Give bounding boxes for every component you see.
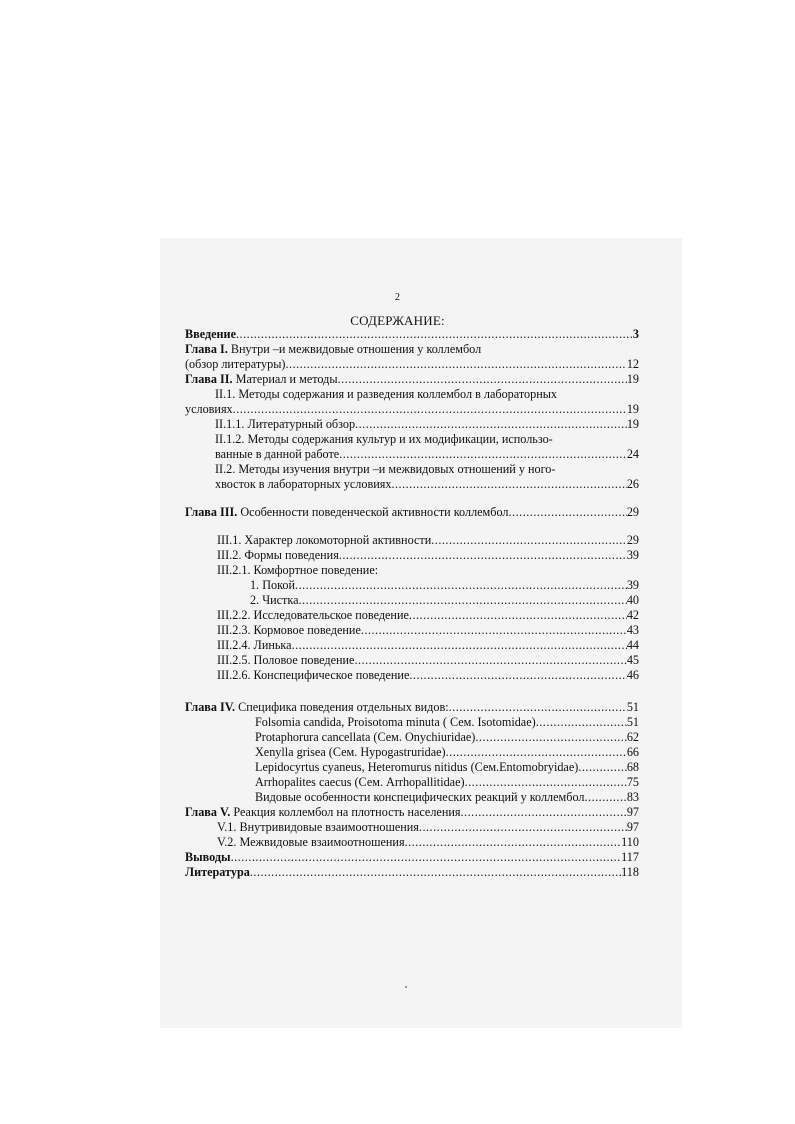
toc-label: ванные в данной работе xyxy=(215,447,340,461)
toc-page: 19 xyxy=(626,372,639,386)
toc-label: Видовые особенности конспецифических реакций у коллембол xyxy=(255,790,585,804)
toc-page: 39 xyxy=(626,548,639,562)
toc-entry-3-2-1-1[interactable] xyxy=(185,578,639,593)
toc-page: 19 xyxy=(626,402,639,416)
chapter-number: Глава II. xyxy=(185,372,233,386)
leader-dots xyxy=(391,477,626,492)
spacer xyxy=(185,520,639,533)
toc-page: 51 xyxy=(626,715,639,729)
toc-label xyxy=(185,372,338,387)
leader-dots xyxy=(465,775,627,790)
leader-dots xyxy=(233,402,627,417)
toc-label: хвосток в лабораторных условиях xyxy=(215,477,392,491)
toc-label: (обзор литературы) xyxy=(185,357,286,371)
toc-page: 62 xyxy=(626,730,639,744)
chapter-title: Материал и методы xyxy=(232,372,338,386)
leader-dots xyxy=(285,357,626,372)
toc-page: 46 xyxy=(626,668,639,682)
toc-entry-3-2-5[interactable] xyxy=(185,653,639,668)
toc-label: V.1. Внутривидовые взаимоотношения xyxy=(217,820,419,834)
toc-label: II.2. Методы изучения внутри –и межвидовых отношений у ного- xyxy=(215,462,556,476)
leader-dots xyxy=(355,417,627,432)
toc-entry-species-6[interactable] xyxy=(185,790,639,805)
toc-page: 24 xyxy=(626,447,639,461)
toc-entry-2-1-cont[interactable] xyxy=(185,402,639,417)
leader-dots xyxy=(231,850,622,865)
toc-label: V.2. Межвидовые взаимоотношения xyxy=(217,835,405,849)
toc-entry-3-2-2[interactable] xyxy=(185,608,639,623)
toc-entry-2-2[interactable] xyxy=(185,462,639,477)
leader-dots xyxy=(509,505,627,520)
toc-page: 68 xyxy=(626,760,639,774)
toc-entry-chapter-5[interactable] xyxy=(185,805,639,820)
chapter-title: Специфика поведения отдельных видов: xyxy=(235,700,449,714)
toc-page: 39 xyxy=(626,578,639,592)
toc-label: Литература xyxy=(185,865,250,879)
chapter-number: Глава I. xyxy=(185,342,228,356)
toc-entry-3-2-1-2[interactable] xyxy=(185,593,639,608)
toc-label: III.2. Формы поведения xyxy=(217,548,339,562)
toc-page: 97 xyxy=(626,820,639,834)
toc-label xyxy=(185,805,461,820)
leader-dots xyxy=(338,372,627,387)
toc-label: II.1. Методы содержания и разведения коллембол в лабораторных xyxy=(215,387,558,401)
toc-page: 75 xyxy=(626,775,639,789)
toc-page: 44 xyxy=(626,638,639,652)
toc-entry-intro[interactable] xyxy=(185,327,639,342)
leader-dots xyxy=(361,623,627,638)
leader-dots xyxy=(339,548,627,563)
table-of-contents xyxy=(185,327,639,880)
leader-dots xyxy=(446,745,627,760)
toc-entry-2-2-cont[interactable] xyxy=(185,477,639,492)
toc-page: 43 xyxy=(626,623,639,637)
leader-dots xyxy=(299,593,627,608)
toc-label: 1. Покой xyxy=(250,578,296,592)
leader-dots xyxy=(236,327,633,342)
toc-entry-2-1[interactable] xyxy=(185,387,639,402)
chapter-title: Реакция коллембол на плотность населения xyxy=(230,805,461,819)
toc-label: Protaphorura cancellata (Сем. Onychiuridae) xyxy=(255,730,476,744)
toc-entry-3-2-6[interactable] xyxy=(185,668,639,683)
leader-dots xyxy=(584,790,626,805)
leader-dots xyxy=(461,805,627,820)
leader-dots xyxy=(405,835,622,850)
toc-label: Xenylla grisea (Сем. Hypogastruridae) xyxy=(255,745,446,759)
leader-dots xyxy=(292,638,627,653)
toc-label: Введение xyxy=(185,327,236,341)
toc-entry-3-2-1[interactable] xyxy=(185,563,639,578)
chapter-number: Глава IV. xyxy=(185,700,236,714)
toc-label: III.2.3. Кормовое поведение xyxy=(217,623,361,637)
toc-label: Lepidocyrtus cyaneus, Heteromurus nitidus (Сем.Entomobryidae) xyxy=(255,760,579,774)
toc-entry-chapter-1-cont[interactable] xyxy=(185,357,639,372)
toc-page: 66 xyxy=(626,745,639,759)
toc-entry-species-3[interactable] xyxy=(185,745,639,760)
toc-label: III.2.5. Половое поведение xyxy=(217,653,355,667)
page-number: 2 xyxy=(395,292,400,303)
toc-page: 26 xyxy=(626,477,639,491)
toc-entry-2-1-2-cont[interactable] xyxy=(185,447,639,462)
toc-page: 12 xyxy=(626,357,639,371)
leader-dots xyxy=(431,533,627,548)
toc-entry-literature[interactable] xyxy=(185,865,639,880)
toc-label: III.2.1. Комфортное поведение: xyxy=(217,563,379,577)
toc-entry-species-2[interactable] xyxy=(185,730,639,745)
toc-entry-5-1[interactable] xyxy=(185,820,639,835)
leader-dots xyxy=(409,668,626,683)
toc-label: III.2.4. Линька xyxy=(217,638,292,652)
toc-label xyxy=(185,505,509,520)
leader-dots xyxy=(578,760,627,775)
toc-entry-3-2[interactable] xyxy=(185,548,639,563)
toc-label: условиях xyxy=(185,402,233,416)
toc-entry-3-2-3[interactable] xyxy=(185,623,639,638)
chapter-title: Внутри –и межвидовые отношения у коллембол xyxy=(227,342,482,356)
leader-dots xyxy=(409,608,627,623)
toc-entry-conclusions[interactable] xyxy=(185,850,639,865)
toc-entry-2-1-2[interactable] xyxy=(185,432,639,447)
toc-entry-3-1[interactable] xyxy=(185,533,639,548)
toc-page: 29 xyxy=(626,505,639,519)
toc-page: 117 xyxy=(621,850,639,864)
toc-page: 19 xyxy=(626,417,639,431)
toc-label: Folsomia candida, Proisotoma minuta ( Сем. Isotomidae) xyxy=(255,715,536,729)
toc-entry-3-2-4[interactable] xyxy=(185,638,639,653)
toc-page: 40 xyxy=(626,593,639,607)
toc-page: 83 xyxy=(626,790,639,804)
leader-dots xyxy=(354,653,626,668)
chapter-number: Глава V. xyxy=(185,805,231,819)
leader-dots xyxy=(475,730,626,745)
toc-entry-chapter-2[interactable] xyxy=(185,372,639,387)
toc-label: III.2.2. Исследовательское поведение xyxy=(217,608,409,622)
toc-entry-5-2[interactable] xyxy=(185,835,639,850)
leader-dots xyxy=(419,820,627,835)
toc-label: III.1. Характер локомоторной активности xyxy=(217,533,432,547)
toc-entry-chapter-4[interactable] xyxy=(185,700,639,715)
toc-label: III.2.6. Конспецифическое поведение xyxy=(217,668,410,682)
toc-title: СОДЕРЖАНИЕ: xyxy=(350,313,445,328)
spacer xyxy=(185,683,639,700)
leader-dots xyxy=(295,578,627,593)
toc-entry-species-5[interactable] xyxy=(185,775,639,790)
leader-dots xyxy=(536,715,627,730)
leader-dots xyxy=(449,700,627,715)
toc-label: 2. Чистка xyxy=(250,593,299,607)
toc-label: II.1.1. Литературный обзор xyxy=(215,417,356,431)
toc-label: II.1.2. Методы содержания культур и их модификации, использо- xyxy=(215,432,553,446)
toc-page: 97 xyxy=(626,805,639,819)
toc-label xyxy=(185,700,449,715)
toc-entry-chapter-1[interactable] xyxy=(185,342,639,357)
toc-page: 118 xyxy=(621,865,639,879)
scan-speck xyxy=(405,986,407,988)
toc-label xyxy=(185,342,481,357)
toc-entry-chapter-3[interactable] xyxy=(185,505,639,520)
chapter-title: Особенности поведенческой активности коллембол xyxy=(237,505,509,519)
toc-entry-2-1-1[interactable] xyxy=(185,417,639,432)
toc-label: Выводы xyxy=(185,850,231,864)
toc-page: 51 xyxy=(626,700,639,714)
toc-page: 3 xyxy=(632,327,639,341)
toc-entry-species-4[interactable] xyxy=(185,760,639,775)
leader-dots xyxy=(250,865,621,880)
leader-dots xyxy=(339,447,627,462)
toc-page: 42 xyxy=(626,608,639,622)
spacer xyxy=(185,492,639,505)
toc-entry-species-1[interactable] xyxy=(185,715,639,730)
toc-page: 29 xyxy=(626,533,639,547)
toc-label: Arrhopalites caecus (Сем. Arrhopallitidae) xyxy=(255,775,465,789)
chapter-number: Глава III. xyxy=(185,505,238,519)
toc-page: 45 xyxy=(626,653,639,667)
toc-page: 110 xyxy=(621,835,639,849)
